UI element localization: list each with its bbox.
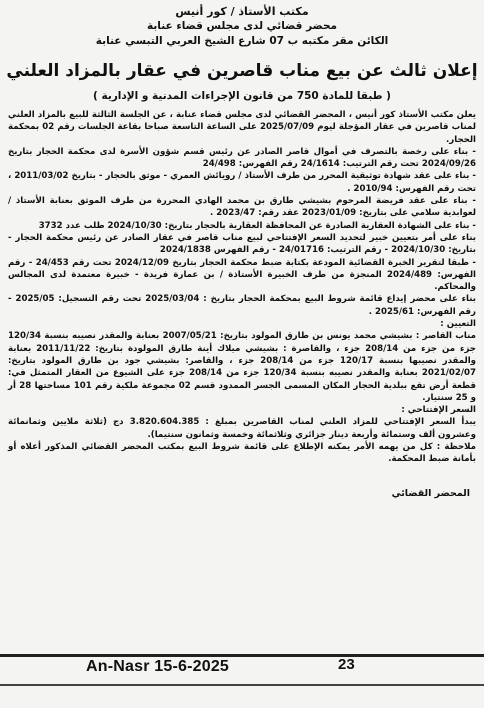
office-address: الكائن مقر مكتبه ب 07 شارع الشيخ العربي التبسي عنابة bbox=[95, 35, 389, 47]
paragraph: يبدأ السعر الإفتتاحي للمزاد العلني لمناب القاصرين بمبلغ : 3.820.604.385 دج (ثلاثة ملايين وثمانمائة وعشرون ألف وستمائة وأربعة دينار جزائري وثلاثمائة وخمسة وثمانون سنتيما). bbox=[8, 417, 477, 440]
legal-notice bbox=[6, 4, 478, 652]
section-heading: السعر الإفتتاحي : bbox=[401, 405, 476, 416]
signature: المحضر القضائي bbox=[391, 487, 470, 499]
notice-title: إعلان ثالث عن بيع مناب قاصرين في عقار بالمزاد العلني bbox=[6, 61, 478, 81]
paragraph: ملاحظة : كل من يهمه الأمر يمكنه الإطلاع على قائمة شروط البيع بمكتب المحضر القضائي المذكور أعلاه أو بأمانة ضبط المحكمة. bbox=[8, 442, 476, 465]
bailiff-title: محضر قضائي لدى مجلس قضاء عنابة bbox=[146, 20, 338, 32]
paragraph: بناء على أمر بتعيين خبير لتحديد السعر الإفتتاحي لبيع مناب قاصر في عقار الصادر عن رئيس محكمة الحجار - بتاريخ: 2024/10/30 - رقم الترتيب: 24/01716 - رقم الفهرس 2024/1838 bbox=[8, 232, 476, 256]
paragraph: يعلن مكتب الأستاذ كور أنيس ، المحضر القضائي لدى مجلس قضاء عنابة ، عن الجلسة الثالثة للبيع بالمزاد العلني لمناب قاصرين في عقار المؤجلة ليوم 2025/07/09 على الساعة التاسعة صباحا بقاعة الجلسات رقم 02 بمحكمة الحجار. bbox=[8, 110, 476, 145]
paragraph: - بناء على رخصة بالتصرف في أموال قاصر الصادر عن رئيس قسم شؤون الأسرة لدى محكمة الحجار بتاريخ 2024/09/26 تحت رقم الترتيب: 24/1614 رقم الفهرس: 24/498 bbox=[8, 146, 476, 170]
paragraph: - بناء على عقد فريضة المرحوم بشيشي طارق بن محمد الهادي المحررة من طرف الموثق بعنابة الأستاذ / لعوابدية سلامي على بتاريخ: 2023/01/09 عقد رقم: 2023/47 . bbox=[8, 196, 476, 219]
paragraph: - بناء على الشهادة العقارية الصادرة عن المحافظة العقارية بالحجار بتاريخ: 2024/10/30 طلب عدد 3732 bbox=[38, 220, 476, 231]
bottom-rule bbox=[0, 684, 484, 686]
paragraph: مناب القاصر : بشيشي محمد يونس بن طارق المولود بتاريخ: 2007/05/21 بعنابة والمقدر نصيبه بنسبة 120/34 جزء من جزء من 208/14 جزء ، والقاصرة : بشيشي ميلاك أينة طارق المولودة بتاريخ: 2011/11/22 بعنابة والمقدر نصيبها بنسبة 120/17 جزء من 208/14 جزء ، والقاصر: بشيشي جود بن طارق المولود بتاريخ: 2021/02/07 بعنابة والمقدر نصيبه بنسبة 120/34 جزء من 208/14 جزء على الشيوع من العقار المتمثل في: قطعة أرض تقع ببلدية الحجار المكان المسمى الجسر الممدود قسم 02 مجموعة ملكية رقم 101 مساحتها 28 أر و 25 سنتيار. bbox=[8, 331, 476, 403]
notice-body bbox=[6, 109, 478, 466]
publication-date: An-Nasr 15-6-2025 bbox=[86, 658, 230, 675]
notice-subtitle: ( طبقا للمادة 750 من قانون الإجراءات المدنية و الإدارية ) bbox=[93, 90, 391, 102]
paragraph: - طبقا لتقرير الخبرة القضائية المودعة بكتابة ضبط محكمة الحجار بتاريخ 2024/12/09 تحت رقم 24/453 - رقم الفهرس: 2024/489 المنجزة من طرف الخبيرة الأستاذة / بن عمارة فريدة - خبيرة معتمدة لدى المجالس والمحاكم. bbox=[8, 257, 476, 293]
section-heading: التعيين : bbox=[440, 319, 476, 330]
footer-rule bbox=[0, 654, 484, 657]
bailiff-header bbox=[6, 4, 478, 49]
paragraph: - بناء على عقد شهادة توثيقية المحرر من طرف الأستاذ / رويائش العمري - موثق بالحجار - بتاريخ 2011/03/02 ، تحت رقم الفهرس: 2010/94 . bbox=[8, 171, 476, 194]
page-number: 23 bbox=[338, 656, 355, 673]
office-name: مكتب الأستاذ / كور أنيس bbox=[175, 5, 309, 18]
paragraph: بناء على محضر إيداع قائمة شروط البيع بمحكمة الحجار بتاريخ : 2025/03/04 تحت رقم التسجيل: 2025/05 - رقم الفهرس: 2025/61 . bbox=[8, 294, 476, 317]
